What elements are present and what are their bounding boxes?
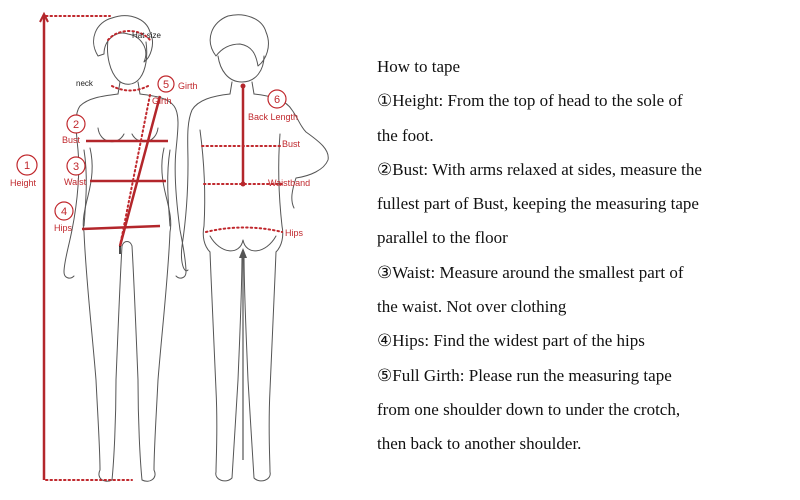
measurement-diagram (0, 0, 360, 500)
marker-3-number: 3 (72, 161, 80, 173)
back-length-label: Back Length (248, 112, 299, 122)
girth-label: Girth (178, 81, 198, 91)
neck-label: neck (76, 79, 93, 88)
front-measurements (82, 31, 168, 254)
tape-instructions (377, 50, 792, 462)
marker-1-number: 1 (23, 160, 31, 172)
back-bust-label: Bust (282, 139, 301, 149)
instruction-line: the foot. (377, 125, 434, 145)
instruction-line: parallel to the floor (377, 228, 508, 248)
front-bust-label: Bust (62, 135, 81, 145)
marker-5-number: 5 (162, 79, 170, 91)
instruction-line: then back to another shoulder. (377, 434, 582, 454)
instruction-line: ④Hips: Find the widest part of the hips (377, 331, 645, 351)
hat-size-label: Hat size (132, 31, 161, 40)
back-hips-label: Hips (285, 228, 304, 238)
marker-4-number: 4 (60, 206, 68, 218)
marker-6-number: 6 (273, 94, 281, 106)
instruction-line: fullest part of Bust, keeping the measuring tape (377, 194, 699, 214)
instruction-line: from one shoulder down to under the crotch, (377, 399, 681, 419)
instruction-line: ①Height: From the top of head to the sole of (377, 91, 683, 111)
back-figure (181, 15, 328, 481)
waistband-label: Waistband (268, 178, 311, 188)
instruction-line: ③Waist: Measure around the smallest part of (377, 262, 684, 282)
instructions-heading: How to tape (377, 57, 461, 76)
instruction-line: ②Bust: With arms relaxed at sides, measure the (377, 159, 702, 179)
height-label: Height (10, 178, 37, 188)
instruction-line: the waist. Not over clothing (377, 297, 567, 317)
marker-2-number: 2 (72, 119, 80, 131)
instruction-line: ⑤Full Girth: Please run the measuring tape (377, 365, 672, 385)
diagram-labels (10, 31, 310, 238)
girth-small-label: Girth (152, 96, 172, 106)
front-waist-label: Waist (64, 177, 87, 187)
front-hips-label: Hips (54, 223, 73, 233)
